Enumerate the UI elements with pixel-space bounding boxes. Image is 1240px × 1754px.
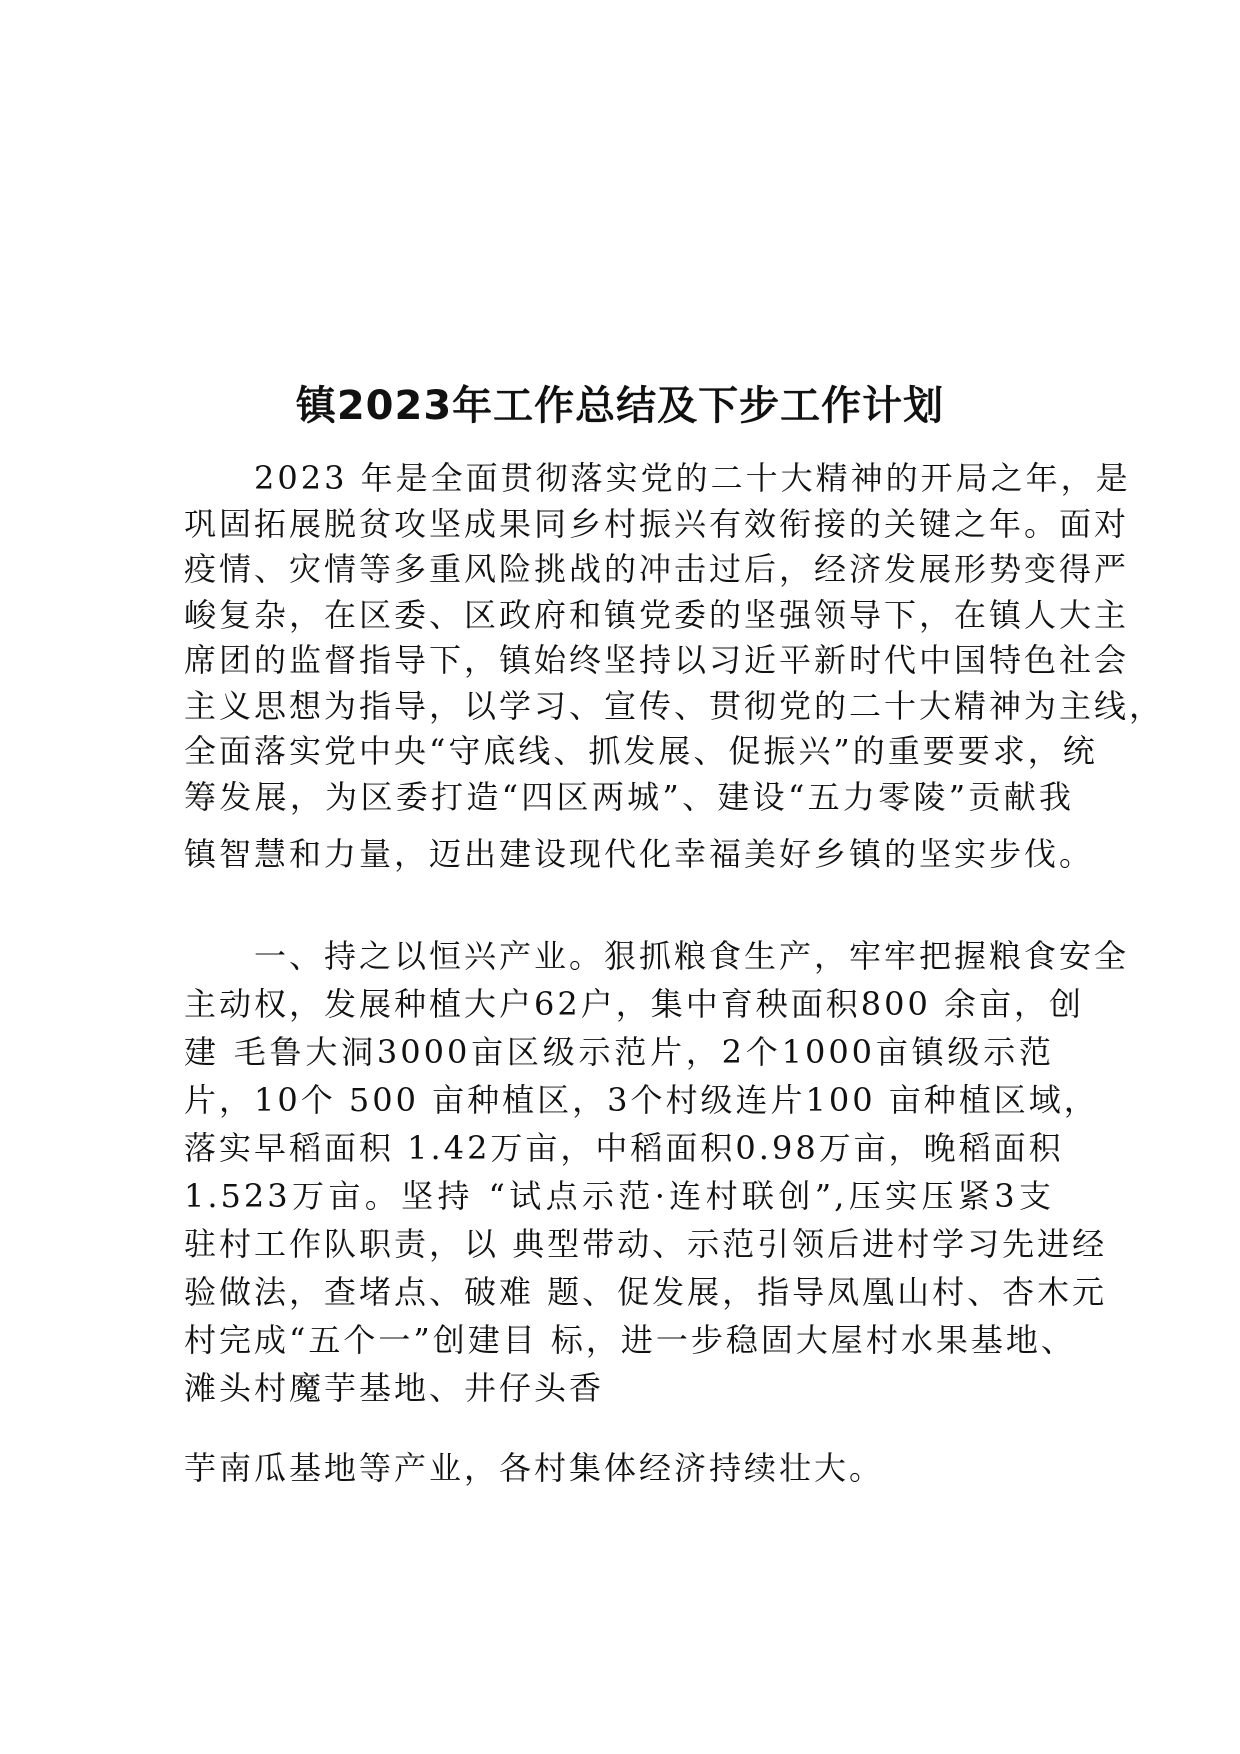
paragraph-line: 验做法，查堵点、破难 题、促发展，指导凤凰山村、杏木元 [184,1273,1108,1311]
paragraph-line: 2023 年是全面贯彻落实党的二十大精神的开局之年，是 [184,459,1131,497]
paragraph-line: 疫情、灾情等多重风险挑战的冲击过后，经济发展形势变得严 [184,550,1130,588]
paragraph-line: 镇智慧和力量，迈出建设现代化幸福美好乡镇的坚实步伐。 [184,835,1095,873]
paragraph-line: 主义思想为指导，以学习、宣传、贯彻党的二十大精神为主线， [184,686,1165,725]
paragraph-line: 1.523万亩。坚持 “试点示范·连村联创”,压实压紧3支 [184,1177,1054,1215]
paragraph-line: 村完成“五个一”创建目 标，进一步稳固大屋村水果基地、 [184,1321,1076,1359]
paragraph-line: 全面落实党中央“守底线、抓发展、促振兴”的重要要求，统 [184,732,1098,770]
paragraph-line: 建 毛鲁大洞3000亩区级示范片，2个1000亩镇级示范 [184,1033,1054,1071]
paragraph-line: 驻村工作队职责，以 典型带动、示范引领后进村学习先进经 [184,1225,1108,1263]
paragraph-line: 落实早稻面积 1.42万亩，中稻面积0.98万亩，晚稻面积 [184,1129,1064,1167]
paragraph-intro [184,456,1165,820]
paragraph-line: 筹发展，为区委打造“四区两城”、建设“五力零陵”贡献我 [184,777,1074,816]
paragraph-line: 席团的监督指导下，镇始终坚持以习近平新时代中国特色社会 [184,641,1130,679]
paragraph-line: 片，10个 500 亩种植区，3个村级连片100 亩种植区域， [184,1081,1099,1119]
paragraph-line: 巩固拓展脱贫攻坚成果同乡村振兴有效衔接的关键之年。面对 [184,504,1130,543]
paragraph-line: 滩头村魔芋基地、井仔头香 [184,1369,605,1407]
paragraph-section-1 [184,932,1130,1412]
paragraph-line: 峻复杂，在区委、区政府和镇党委的坚强领导下，在镇人大主 [184,595,1130,634]
paragraph-line: 芋南瓜基地等产业，各村集体经济持续壮大。 [184,1449,885,1487]
document-title: 镇2023年工作总结及下步工作计划 [295,383,945,429]
paragraph-intro-tail [184,832,1095,878]
paragraph-line: 一、持之以恒兴产业。狠抓粮食生产，牢牢把握粮食安全 [184,937,1130,975]
paragraph-line: 主动权，发展种植大户62户，集中育秧面积800 余亩，创 [184,985,1084,1023]
paragraph-section-1-tail [184,1444,1054,1492]
